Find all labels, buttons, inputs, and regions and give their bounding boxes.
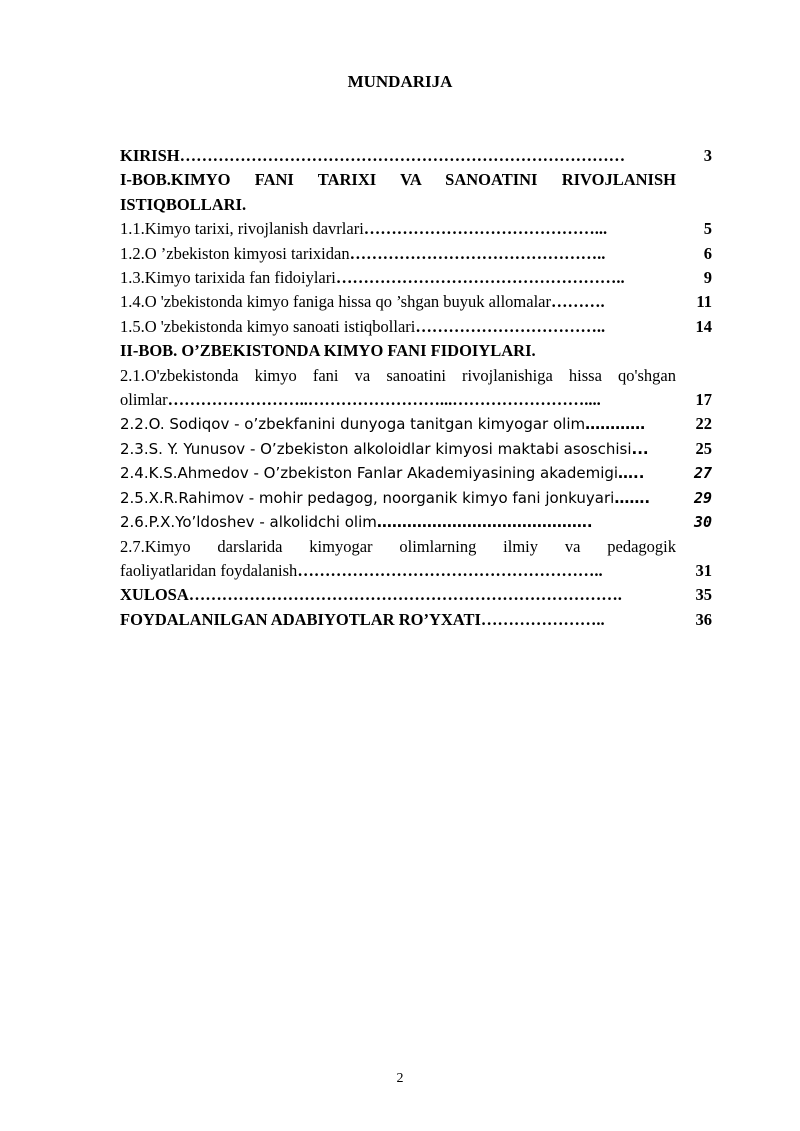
- toc-entry-text: 1.5.O 'zbekistonda kimyo sanoati istiqbollari: [120, 316, 416, 336]
- toc-leader-dots: ………………………………………………..: [297, 560, 603, 580]
- toc-entry-1-5[interactable]: [120, 315, 720, 339]
- toc-entry-text: 1.2.O ’zbekiston kimyosi tarixidan: [120, 243, 350, 263]
- toc-entry-text: 2.2.O. Sodiqov - o’zbekfanini dunyoga tanitgan kimyogar olim: [120, 415, 586, 434]
- page-title: MUNDARIJA: [347, 72, 453, 91]
- toc-entry-1-3[interactable]: [120, 266, 720, 290]
- toc-page-number: 6: [703, 243, 712, 263]
- toc-page-number: 27: [693, 464, 712, 483]
- toc-entry-1-4[interactable]: [120, 290, 720, 314]
- toc-chapter-1-heading[interactable]: [120, 168, 720, 217]
- toc-page-number: 35: [695, 585, 712, 605]
- toc-page-number: 11: [696, 292, 712, 312]
- toc-page-number: 25: [695, 438, 712, 458]
- toc-entry-text: 1.4.O 'zbekistonda kimyo faniga hissa qo ’shgan buyuk allomalar: [120, 292, 551, 312]
- toc-entry-2-3[interactable]: [120, 437, 720, 461]
- toc-chapter-2-heading[interactable]: [120, 339, 720, 363]
- toc-leader-dots: …………………………………….: [376, 513, 593, 532]
- toc-entry-text: 2.6.P.X.Yo’ldoshev - alkolidchi olim: [120, 513, 377, 532]
- toc-entry-1-1[interactable]: [120, 217, 720, 241]
- toc-leader-dots: ……………………..……………………...……………………....: [167, 390, 601, 410]
- toc-entry-text: 2.5.X.R.Rahimov - mohir pedagog, noorganik kimyo fani jonkuyari: [120, 488, 615, 507]
- toc-entry-xulosa[interactable]: [120, 583, 720, 607]
- toc-entry-text-continued: olimlar: [120, 390, 168, 410]
- toc-page-number: 17: [695, 390, 712, 410]
- toc-leader-dots: …………: [585, 415, 646, 434]
- toc-entry-text: 2.3.S. Y. Yunusov - O’zbekiston alkoloidlar kimyosi maktabi asoschisi: [120, 439, 632, 458]
- toc-page-number: 5: [703, 219, 712, 239]
- toc-entry-text: KIRISH: [120, 146, 180, 165]
- toc-entry-2-1[interactable]: [120, 364, 720, 413]
- toc-entry-text: FOYDALANILGAN ADABIYOTLAR RO’YXATI: [120, 609, 481, 629]
- toc-leader-dots: ……………………………………………..: [335, 268, 625, 288]
- toc-page-number: 30: [693, 513, 712, 532]
- toc-leader-dots: …..: [618, 464, 645, 483]
- toc-entry-2-6[interactable]: [120, 510, 720, 534]
- toc-entry-text: XULOSA: [120, 585, 189, 605]
- toc-page-number: 22: [695, 414, 712, 434]
- toc-leader-dots: …………………………………………………………………….: [188, 585, 622, 605]
- toc-entry-2-4[interactable]: [120, 461, 720, 485]
- toc-entry-text: 1.3.Kimyo tarixida fan fidoiylari: [120, 268, 336, 288]
- toc-leader-dots: ...: [631, 439, 649, 458]
- toc-entry-kirish[interactable]: [120, 144, 720, 168]
- toc-entry-2-7[interactable]: [120, 535, 720, 584]
- toc-page-number: 3: [703, 146, 712, 165]
- toc-entry-text: 2.1.O'zbekistonda kimyo fani va sanoatini rivojlanishiga hissa qo'shgan: [120, 365, 676, 385]
- toc-leader-dots: ……….: [550, 292, 605, 312]
- toc-page-number: 9: [703, 268, 712, 288]
- toc-entry-text: 2.4.K.S.Ahmedov - O’zbekiston Fanlar Akademiyasining akademigi: [120, 464, 619, 483]
- toc-entry-text: 2.7.Kimyo darslarida kimyogar olimlarning ilmiy va pedagogik: [120, 536, 676, 556]
- toc-entry-text-continued: faoliyatlaridan foydalanish: [120, 560, 298, 580]
- page-number: 2: [396, 1071, 404, 1086]
- toc-entry-adabiyotlar[interactable]: [120, 608, 720, 632]
- toc-leader-dots: …….: [614, 488, 651, 507]
- toc-entry-text: 1.1.Kimyo tarixi, rivojlanish davrlari: [120, 219, 364, 239]
- toc-entry-1-2[interactable]: [120, 242, 720, 266]
- toc-leader-dots: ……………………………..: [415, 316, 606, 336]
- toc-entry-text: I-BOB.KIMYO FANI TARIXI VA SANOATINI RIVOJLANISH ISTIQBOLLARI.: [120, 170, 676, 214]
- toc-entry-2-2[interactable]: [120, 412, 720, 436]
- toc-leader-dots: …………………..: [480, 609, 605, 629]
- toc-entry-text: II-BOB. O’ZBEKISTONDA KIMYO FANI FIDOIYLARI.: [120, 341, 536, 361]
- toc-entry-2-5[interactable]: [120, 486, 720, 510]
- toc-page-number: 36: [695, 609, 712, 629]
- toc-leader-dots: ……………………………………...: [363, 219, 608, 239]
- toc-page-number: 29: [693, 488, 712, 507]
- toc-page-number: 31: [695, 560, 712, 580]
- toc-leader-dots: ………………………………………………………………………: [179, 146, 626, 165]
- toc-leader-dots: ………………………………………..: [349, 243, 606, 263]
- table-of-contents: [120, 144, 720, 632]
- toc-page-number: 14: [695, 316, 712, 336]
